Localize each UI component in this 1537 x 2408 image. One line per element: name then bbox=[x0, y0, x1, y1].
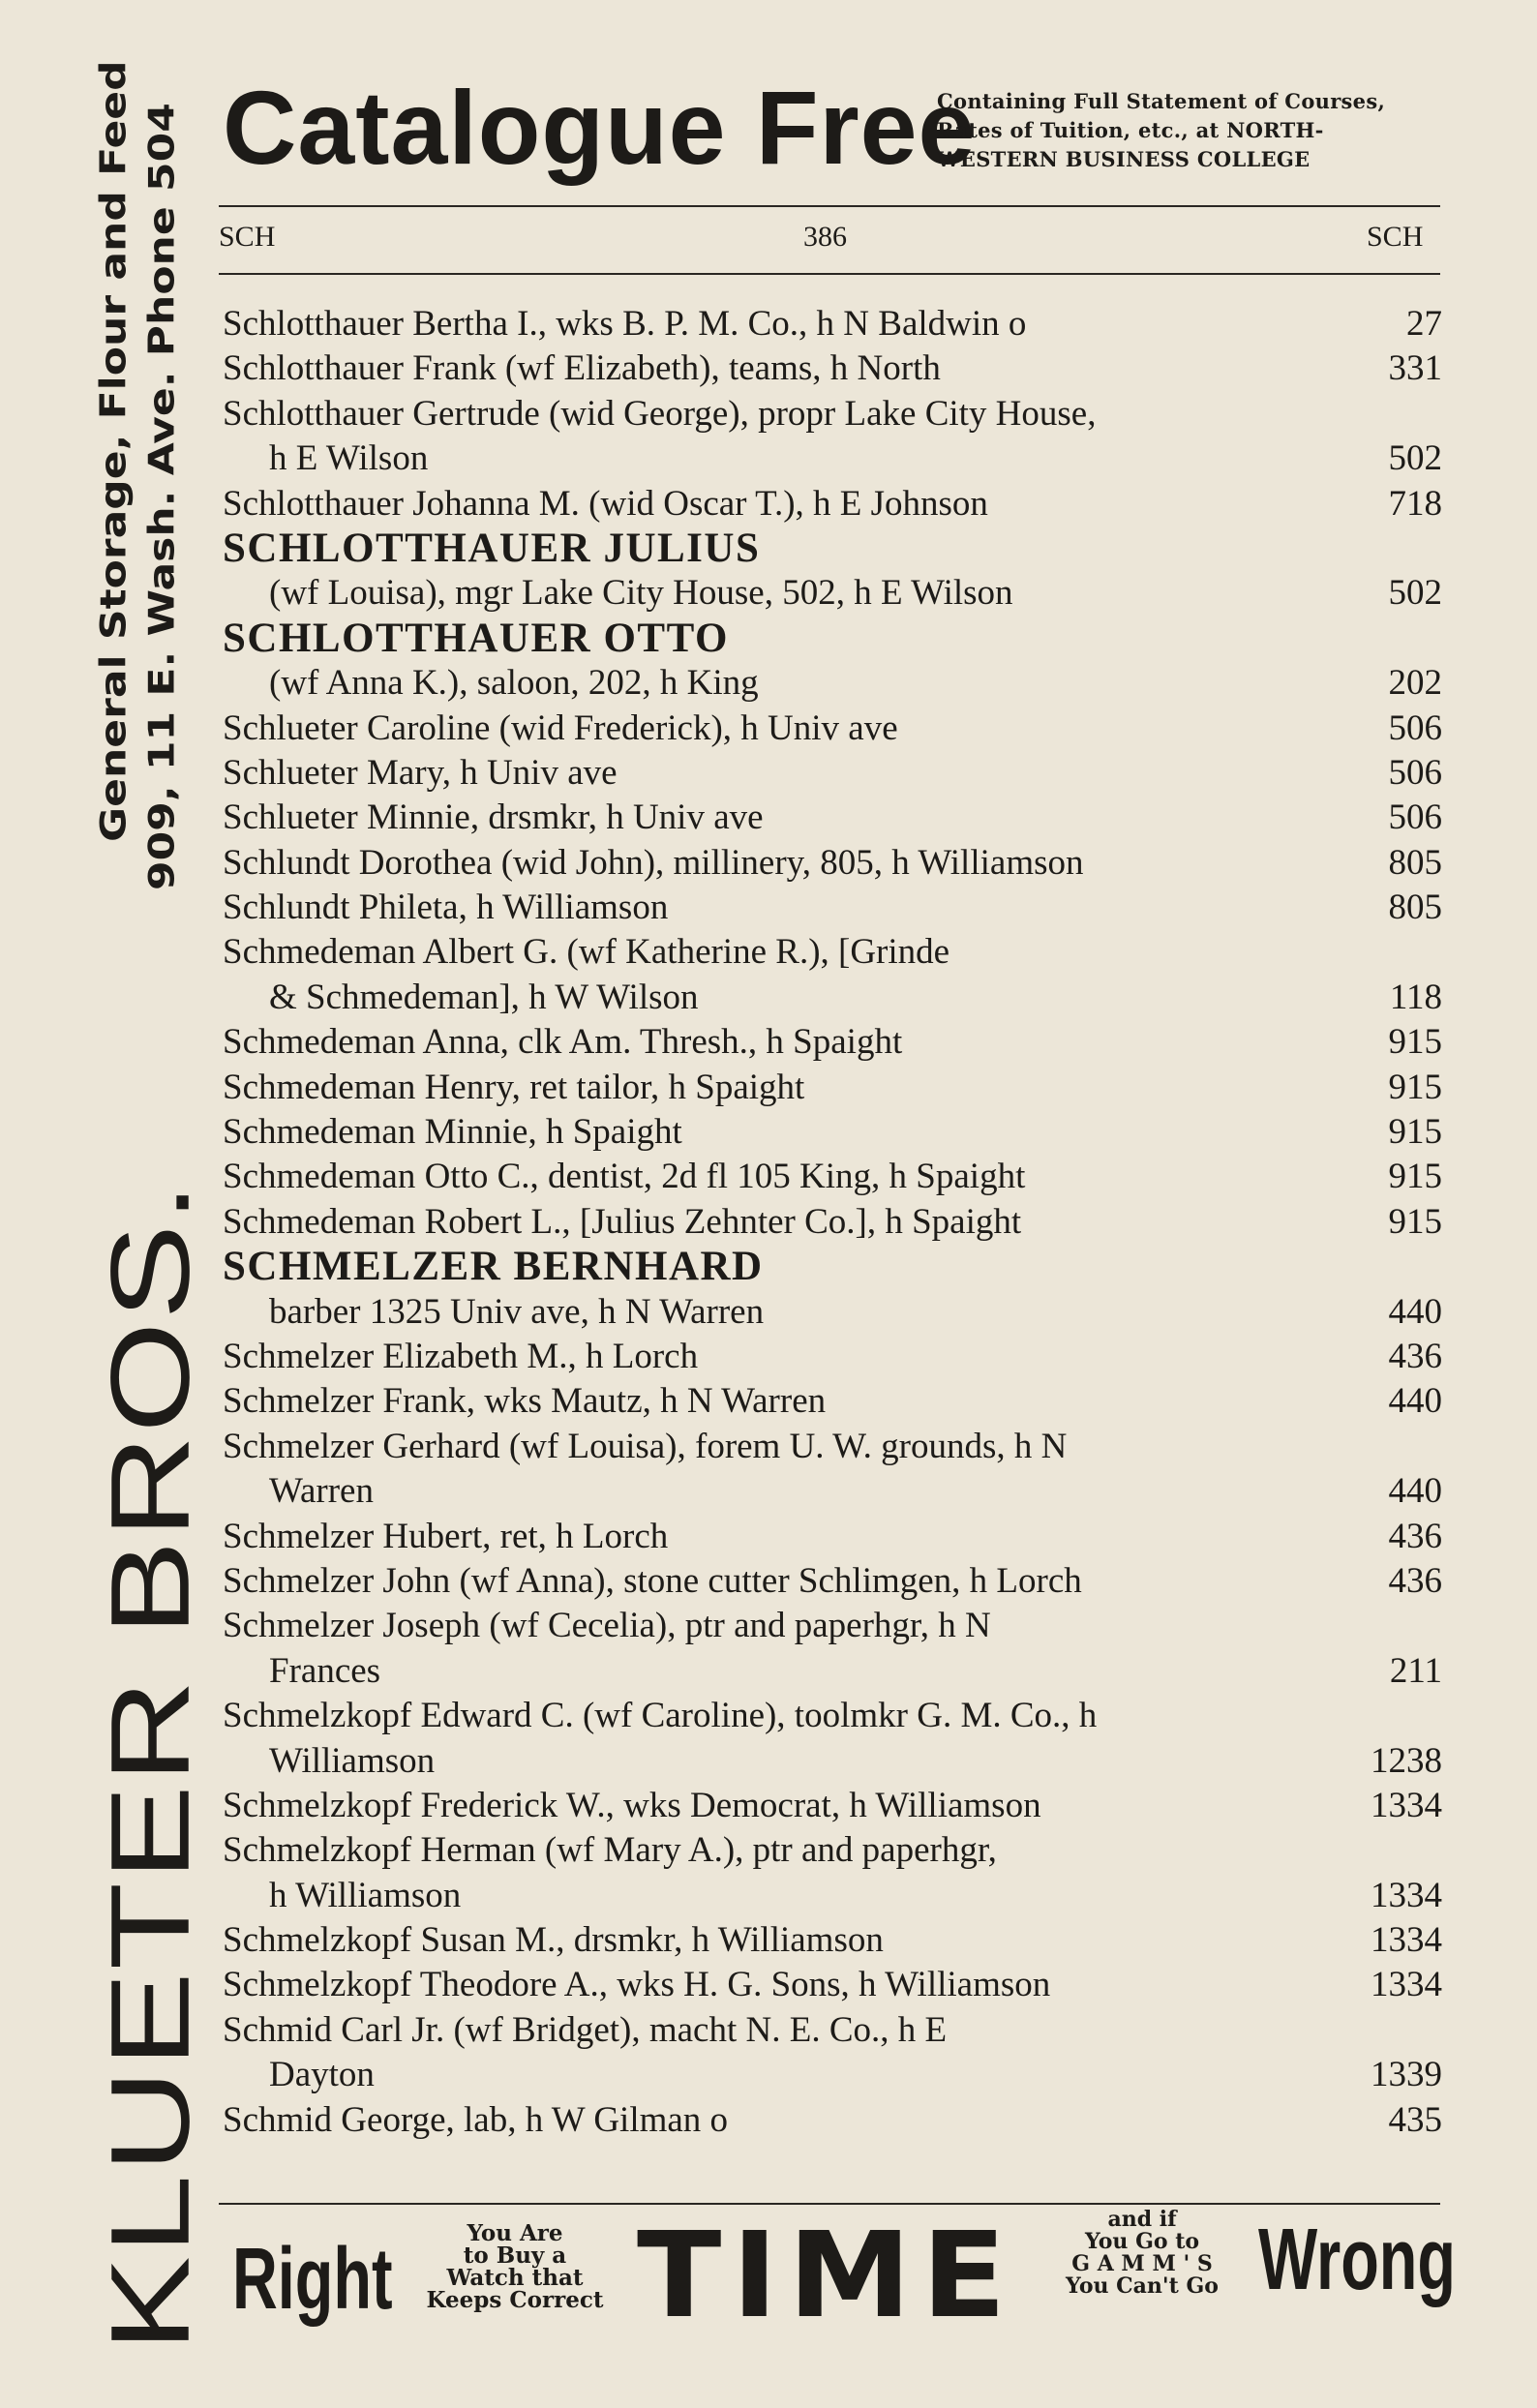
entry-number: 27 bbox=[1406, 304, 1442, 344]
entry-number: 915 bbox=[1388, 1157, 1442, 1197]
entry-heading bbox=[223, 1245, 1442, 1289]
directory-entry bbox=[223, 1604, 1442, 1648]
entry-number: 805 bbox=[1388, 842, 1442, 883]
entry-number: 502 bbox=[1388, 438, 1442, 479]
directory-entry bbox=[223, 1694, 1442, 1738]
bottom-ad-time-word: TIME bbox=[637, 2207, 1017, 2344]
entry-number: 1334 bbox=[1371, 1785, 1442, 1825]
entry-text: Schmedeman Robert L., [Julius Zehnter Co.], h Spaight bbox=[223, 1201, 1022, 1242]
directory-entry bbox=[223, 707, 1442, 751]
entry-text: Schlundt Phileta, h Williamson bbox=[223, 888, 669, 928]
entry-number: 1238 bbox=[1371, 1740, 1442, 1781]
entry-text: Schmelzkopf Frederick W., wks Democrat, h Williamson bbox=[223, 1785, 1041, 1825]
entry-text: Schlotthauer Johanna M. (wid Oscar T.), h E Johnson bbox=[223, 483, 988, 524]
directory-entry bbox=[223, 346, 1442, 391]
header-rule-top bbox=[219, 205, 1440, 207]
entry-text: Frances bbox=[269, 1650, 381, 1691]
entry-continuation bbox=[223, 1469, 1442, 1514]
bottom-ad-block-1-line: to Buy a bbox=[463, 2242, 567, 2269]
entry-continuation bbox=[223, 1739, 1442, 1784]
directory-entry bbox=[223, 1918, 1442, 1963]
entry-number: 202 bbox=[1388, 663, 1442, 704]
entry-text: Schmelzer Hubert, ret, h Lorch bbox=[223, 1516, 669, 1556]
entry-number: 1339 bbox=[1371, 2055, 1442, 2095]
header-rule-bottom bbox=[219, 273, 1440, 275]
directory-entry bbox=[223, 1828, 1442, 1873]
entry-number: 805 bbox=[1388, 888, 1442, 928]
entry-number: 440 bbox=[1388, 1381, 1442, 1422]
entry-continuation bbox=[223, 2053, 1442, 2097]
entry-text: Schmedeman Otto C., dentist, 2d fl 105 King, h Spaight bbox=[223, 1157, 1026, 1197]
entry-number: 506 bbox=[1388, 752, 1442, 793]
entry-number: 440 bbox=[1388, 1291, 1442, 1332]
entry-text: Schmedeman Albert G. (wf Katherine R.), [Grinde bbox=[223, 932, 950, 973]
directory-entry bbox=[223, 1379, 1442, 1424]
entry-number: 211 bbox=[1389, 1650, 1442, 1691]
page-number: 386 bbox=[803, 221, 847, 253]
directory-entry bbox=[223, 796, 1442, 840]
directory-entry bbox=[223, 1963, 1442, 2007]
entry-text: (wf Anna K.), saloon, 202, h King bbox=[269, 663, 759, 704]
entry-continuation bbox=[223, 1290, 1442, 1335]
directory-entry bbox=[223, 1335, 1442, 1379]
entry-text: Schlotthauer Gertrude (wid George), propr Lake City House, bbox=[223, 393, 1097, 434]
entry-text: Schmelzer Elizabeth M., h Lorch bbox=[223, 1336, 699, 1376]
entry-text: Schmelzkopf Susan M., drsmkr, h Williamson bbox=[223, 1920, 884, 1961]
directory-entry bbox=[223, 1020, 1442, 1065]
entry-text: Schmid Carl Jr. (wf Bridget), macht N. E. Co., h E bbox=[223, 2009, 948, 2050]
entry-text: Warren bbox=[269, 1471, 374, 1512]
directory-entry bbox=[223, 1784, 1442, 1828]
entry-number: 436 bbox=[1388, 1516, 1442, 1556]
entry-heading bbox=[223, 527, 1442, 571]
entry-text: Schlundt Dorothea (wid John), millinery, 805, h Williamson bbox=[223, 842, 1084, 883]
bottom-ad-block-2-line: and if bbox=[1107, 2207, 1177, 2232]
bottom-ad-block-2-line: G A M M ' S bbox=[1071, 2251, 1213, 2276]
entry-number: 915 bbox=[1388, 1201, 1442, 1242]
directory-entry bbox=[223, 886, 1442, 930]
side-ad-brand: KLUETER BROS. bbox=[87, 1180, 213, 2352]
entry-text: Schmelzer Joseph (wf Cecelia), ptr and paperhgr, h N bbox=[223, 1606, 991, 1646]
directory-entry bbox=[223, 2008, 1442, 2053]
entry-number: 435 bbox=[1388, 2099, 1442, 2140]
entry-number: 1334 bbox=[1371, 1965, 1442, 2005]
directory-entry bbox=[223, 392, 1442, 436]
entry-text: SCHLOTTHAUER OTTO bbox=[223, 615, 729, 661]
entry-number: 436 bbox=[1388, 1560, 1442, 1601]
entry-text: Schlueter Caroline (wid Frederick), h Univ ave bbox=[223, 707, 898, 748]
entry-number: 1334 bbox=[1371, 1920, 1442, 1961]
entry-text: Williamson bbox=[269, 1740, 436, 1781]
entry-text: h E Wilson bbox=[269, 438, 429, 479]
bottom-ad-wrong-word: Wrong bbox=[1258, 2212, 1456, 2308]
running-head-left: SCH bbox=[219, 221, 276, 253]
entry-number: 331 bbox=[1388, 348, 1442, 389]
entry-continuation bbox=[223, 1649, 1442, 1694]
entry-text: Schmedeman Anna, clk Am. Thresh., h Spaight bbox=[223, 1022, 903, 1063]
running-head-right: SCH bbox=[1367, 221, 1424, 253]
bottom-ad-block-2-line: You Go to bbox=[1084, 2229, 1200, 2254]
directory-entry bbox=[223, 1515, 1442, 1559]
directory-entry bbox=[223, 1425, 1442, 1469]
entry-text: Schlotthauer Bertha I., wks B. P. M. Co., h N Baldwin o bbox=[223, 304, 1027, 344]
entry-text: (wf Louisa), mgr Lake City House, 502, h E Wilson bbox=[269, 573, 1013, 614]
entry-number: 1334 bbox=[1371, 1875, 1442, 1915]
entry-text: h Williamson bbox=[269, 1875, 462, 1915]
directory-entry bbox=[223, 751, 1442, 796]
entry-text: barber 1325 Univ ave, h N Warren bbox=[269, 1291, 765, 1332]
entry-text: Schmelzkopf Herman (wf Mary A.), ptr and paperhgr, bbox=[223, 1830, 997, 1871]
entry-text: Schmelzer Gerhard (wf Louisa), forem U. W. grounds, h N bbox=[223, 1426, 1068, 1466]
directory-entry bbox=[223, 1559, 1442, 1604]
bottom-ad-block-2 bbox=[1045, 2209, 1239, 2298]
entry-number: 915 bbox=[1388, 1067, 1442, 1107]
directory-entry bbox=[223, 841, 1442, 886]
entry-text: Schmedeman Henry, ret tailor, h Spaight bbox=[223, 1067, 805, 1107]
entry-text: Schmid George, lab, h W Gilman o bbox=[223, 2099, 729, 2140]
entry-number: 718 bbox=[1388, 483, 1442, 524]
entry-text: Schlotthauer Frank (wf Elizabeth), teams, h North bbox=[223, 348, 941, 389]
entry-text: Schmelzkopf Edward C. (wf Caroline), toolmkr G. M. Co., h bbox=[223, 1696, 1098, 1736]
directory-entry bbox=[223, 482, 1442, 527]
entry-text: & Schmedeman], h W Wilson bbox=[269, 977, 699, 1017]
entry-number: 436 bbox=[1388, 1336, 1442, 1376]
directory-entry bbox=[223, 302, 1442, 346]
entry-text: Schmelzkopf Theodore A., wks H. G. Sons, h Williamson bbox=[223, 1965, 1051, 2005]
directory-entry bbox=[223, 1110, 1442, 1155]
directory-entry bbox=[223, 1200, 1442, 1245]
entry-continuation bbox=[223, 1874, 1442, 1918]
bottom-ad-block-1-line: Keeps Correct bbox=[426, 2287, 604, 2313]
top-ad-note-line: Rates of Tuition, etc., at NORTH- bbox=[937, 118, 1324, 142]
directory-listing bbox=[223, 302, 1442, 2143]
entry-text: SCHMELZER BERNHARD bbox=[223, 1244, 764, 1290]
bottom-ad-block-1-line: Watch that bbox=[446, 2265, 584, 2291]
top-ad-note-line: Containing Full Statement of Courses, bbox=[937, 89, 1386, 113]
entry-number: 915 bbox=[1388, 1112, 1442, 1153]
entry-text: Schlueter Mary, h Univ ave bbox=[223, 752, 618, 793]
entry-number: 502 bbox=[1388, 573, 1442, 614]
bottom-ad-block-1-line: You Are bbox=[467, 2220, 563, 2246]
footer-rule bbox=[219, 2203, 1440, 2205]
entry-continuation bbox=[223, 571, 1442, 616]
bottom-ad-block-2-line: You Can't Go bbox=[1066, 2273, 1219, 2299]
entry-text: SCHLOTTHAUER JULIUS bbox=[223, 525, 761, 571]
side-ad-line-2: 909, 11 E. Wash. Ave. Phone 504 bbox=[141, 103, 183, 890]
top-ad-note-line: WESTERN BUSINESS COLLEGE bbox=[937, 147, 1311, 171]
bottom-ad-right-word: Right bbox=[232, 2231, 393, 2328]
directory-entry bbox=[223, 2098, 1442, 2143]
entry-text: Schmelzer Frank, wks Mautz, h N Warren bbox=[223, 1381, 827, 1422]
entry-text: Schlueter Minnie, drsmkr, h Univ ave bbox=[223, 798, 764, 838]
directory-entry bbox=[223, 1155, 1442, 1199]
entry-number: 118 bbox=[1389, 977, 1442, 1017]
entry-continuation bbox=[223, 436, 1442, 481]
top-ad-note bbox=[937, 87, 1440, 174]
entry-text: Schmedeman Minnie, h Spaight bbox=[223, 1112, 682, 1153]
entry-number: 506 bbox=[1388, 707, 1442, 748]
top-ad-headline: Catalogue Free bbox=[223, 69, 977, 186]
entry-number: 506 bbox=[1388, 798, 1442, 838]
entry-number: 440 bbox=[1388, 1471, 1442, 1512]
directory-entry bbox=[223, 930, 1442, 975]
directory-entry bbox=[223, 1066, 1442, 1110]
entry-heading bbox=[223, 617, 1442, 661]
entry-text: Schmelzer John (wf Anna), stone cutter Schlimgen, h Lorch bbox=[223, 1560, 1082, 1601]
side-ad-line-1: General Storage, Flour and Feed bbox=[93, 60, 135, 842]
entry-continuation bbox=[223, 661, 1442, 706]
entry-continuation bbox=[223, 976, 1442, 1020]
entry-text: Dayton bbox=[269, 2055, 375, 2095]
entry-number: 915 bbox=[1388, 1022, 1442, 1063]
bottom-ad-block-1 bbox=[399, 2222, 631, 2311]
